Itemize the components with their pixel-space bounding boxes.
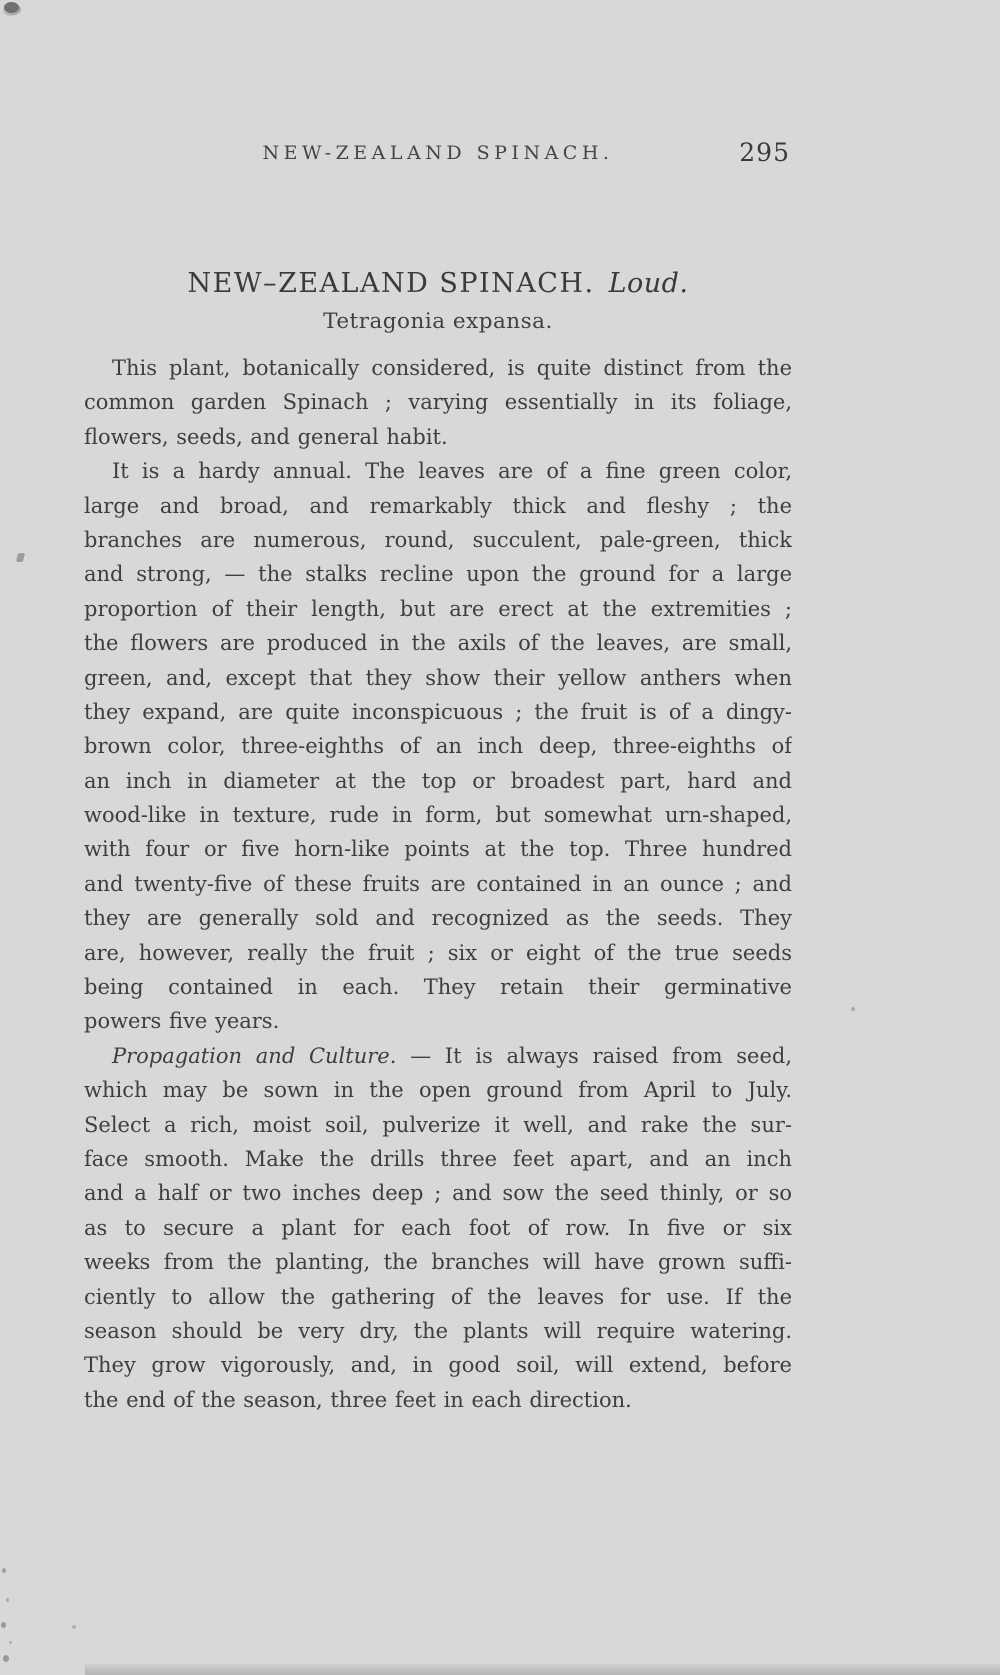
chapter-title-author: Loud. [608, 268, 689, 299]
ink-speck [3, 1655, 9, 1662]
text-line: and a half or two inches deep ; and sow the seed thinly, or so [84, 1181, 792, 1206]
text-line: face smooth. Make the drills three feet apart, and an inch [84, 1146, 792, 1171]
section-lead-italic: Propagation and Culture. [112, 1043, 397, 1068]
ink-speck [9, 1641, 12, 1644]
text-line: branches are numerous, round, succulent, pale-green, thick [84, 527, 792, 552]
text-line: ciently to allow the gathering of the leaves for use. If the [84, 1284, 792, 1309]
section-lead-rest: — It is always raised from seed, [396, 1043, 792, 1068]
ink-speck [6, 1598, 9, 1602]
ink-speck [2, 1568, 6, 1573]
text-line: they are generally sold and recognized as the seeds. They [84, 906, 792, 931]
text-line: common garden Spinach ; varying essentially in its foliage, [84, 390, 792, 415]
ink-speck [16, 553, 25, 562]
text-line: Select a rich, moist soil, pulverize it well, and rake the sur- [84, 1112, 792, 1137]
text-line: they expand, are quite inconspicuous ; the fruit is of a dingy- [84, 699, 792, 724]
text-line: It is a hardy annual. The leaves are of a fine green color, [112, 459, 792, 484]
page-number: 295 [739, 138, 790, 167]
text-line: an inch in diameter at the top or broadest part, hard and [84, 768, 792, 793]
ink-speck [4, 2, 19, 13]
ink-speck [851, 1007, 855, 1011]
text-line: are, however, really the fruit ; six or eight of the true seeds [84, 940, 792, 965]
text-line: the end of the season, three feet in each direction. [84, 1387, 632, 1412]
text-line: brown color, three-eighths of an inch deep, three-eighths of [84, 734, 792, 759]
chapter-title-text: NEW–ZEALAND SPINACH. [187, 268, 595, 299]
text-line: large and broad, and remarkably thick and fleshy ; the [84, 493, 792, 518]
text-line: and twenty-five of these fruits are contained in an ounce ; and [84, 871, 792, 896]
text-line: with four or five horn-like points at the top. Three hundred [84, 837, 792, 862]
chapter-title [84, 268, 792, 299]
text-line: This plant, botanically considered, is quite distinct from the [112, 356, 792, 380]
text-line: wood-like in texture, rude in form, but somewhat urn-shaped, [84, 803, 792, 828]
text-line: flowers, seeds, and general habit. [84, 424, 448, 449]
text-line: weeks from the planting, the branches will have grown suffi- [84, 1250, 792, 1275]
text-line: being contained in each. They retain their germinative [84, 975, 792, 1000]
ink-speck [1, 1622, 6, 1628]
text-line: as to secure a plant for each foot of row. In five or six [84, 1215, 792, 1240]
page-header [84, 138, 792, 172]
botanical-name: Tetragonia expansa. [323, 309, 553, 334]
text-line: They grow vigorously, and, in good soil, will extend, before [84, 1353, 792, 1378]
text-line: powers five years. [84, 1009, 280, 1034]
text-line: proportion of their length, but are erect at the extremities ; [84, 596, 792, 621]
text-line: green, and, except that they show their yellow anthers when [84, 665, 792, 690]
text-line [84, 1039, 792, 1073]
ink-speck [72, 1625, 76, 1629]
text-line: and strong, — the stalks recline upon the ground for a large [84, 562, 792, 587]
running-head: NEW-ZEALAND SPINACH. [262, 142, 614, 164]
text-line: which may be sown in the open ground from April to July. [84, 1078, 792, 1103]
body-text [84, 351, 792, 1417]
text-line: the flowers are produced in the axils of the leaves, are small, [84, 631, 792, 656]
scan-edge-shadow [85, 1664, 1000, 1675]
text-line: season should be very dry, the plants will require watering. [84, 1318, 792, 1343]
